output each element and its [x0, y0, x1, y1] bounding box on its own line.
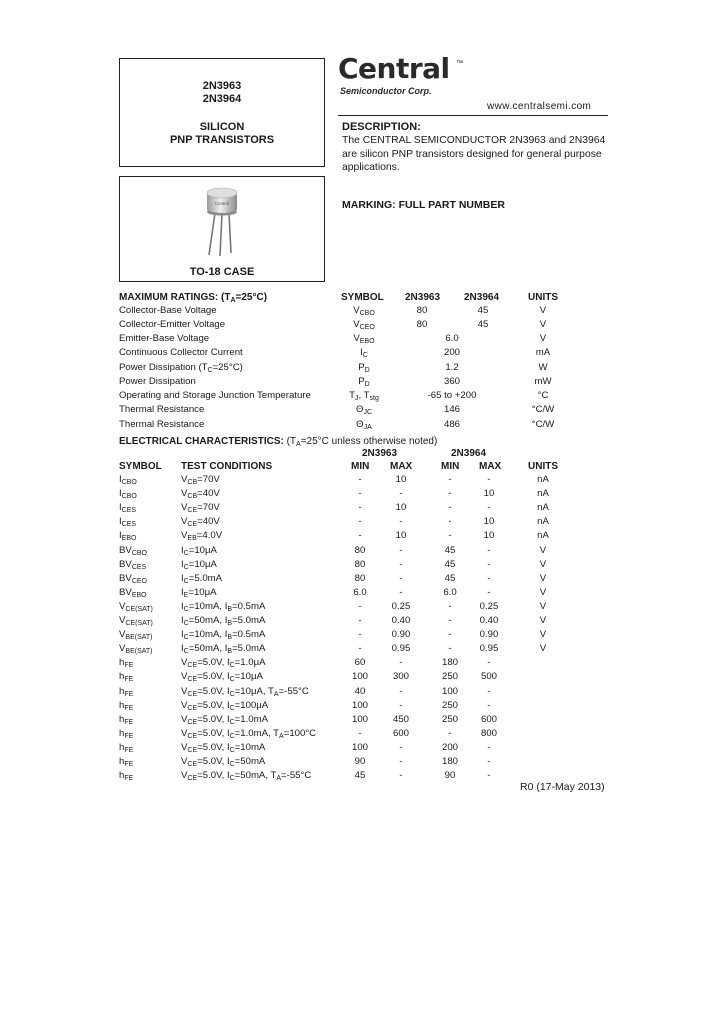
min-2n3963-cell: - — [358, 629, 362, 641]
symbol-cell: $V_{BE(SAT)}$ — [119, 629, 153, 642]
website-link[interactable]: www.centralsemi.com — [487, 101, 592, 112]
parameter-cell: Power Dissipation — [119, 376, 196, 387]
unit-cell: °C — [537, 390, 549, 401]
max-2n3964-cell: - — [487, 558, 491, 570]
symbol-cell: $V_{CEO}$ — [353, 319, 375, 331]
case-label: TO-18 CASE — [189, 266, 255, 278]
test-conditions-cell: $I_C=50mA$, $I_B=5.0mA$ — [181, 615, 266, 627]
max-2n3963-cell: - — [399, 741, 403, 753]
min-2n3964-cell: - — [448, 530, 452, 542]
elec-row — [0, 642, 720, 656]
value-cell: 1.2 — [445, 362, 459, 373]
unit-cell: nA — [537, 516, 549, 528]
unit-cell: nA — [537, 474, 549, 485]
value-cell: 6.0 — [445, 333, 459, 344]
max-ratings-row — [0, 375, 720, 389]
min-2n3964-cell: - — [448, 474, 452, 485]
test-conditions-cell: $V_{CB}=40V$ — [181, 488, 220, 501]
min-2n3964-cell: - — [448, 629, 452, 641]
unit-cell: nA — [537, 488, 549, 500]
max-2n3964-cell: - — [487, 474, 491, 485]
min-2n3964-cell: - — [448, 615, 452, 626]
min-2n3964-cell: - — [448, 727, 452, 739]
elec-test-header: TEST CONDITIONS — [181, 461, 273, 472]
unit-cell: V — [539, 615, 547, 626]
test-conditions-cell: $I_C=10mA$, $I_B=0.5mA$ — [181, 629, 266, 642]
parameter-cell: Power Dissipation $(T_C=25^\circ C)$ — [119, 362, 243, 374]
device-type: PNP TRANSISTORS — [169, 134, 275, 146]
header-divider — [338, 115, 608, 116]
symbol-cell: $BV_{EBO}$ — [119, 586, 147, 599]
elec-row — [0, 558, 720, 572]
central-logo — [338, 52, 468, 100]
elec-row — [0, 628, 720, 642]
min-2n3964-cell: - — [448, 516, 452, 528]
symbol-cell: $V_{CE(SAT)}$ — [119, 600, 153, 613]
symbol-cell: $I_{EBO}$ — [119, 530, 137, 543]
symbol-cell: $V_{CE(SAT)}$ — [119, 615, 153, 627]
min-2n3964-cell: 45 — [444, 544, 456, 556]
max-2n3963-cell: - — [399, 657, 403, 669]
test-conditions-cell: $V_{CE}=5.0V$, $I_C=10\mu A$ — [181, 671, 263, 684]
max-2n3963-cell: 0.90 — [391, 629, 411, 641]
max-ratings-row — [0, 346, 720, 360]
symbol-cell: $P_D$ — [358, 362, 370, 374]
max-ratings-p1-header: 2N3963 — [405, 292, 441, 303]
marking-text: MARKING: FULL PART NUMBER — [342, 199, 505, 211]
max-2n3964-cell: - — [487, 770, 491, 782]
min-2n3964-cell: 180 — [441, 756, 458, 767]
logo-trademark: ™ — [456, 60, 463, 67]
max-2n3963-cell: - — [399, 699, 403, 711]
unit-cell: V — [539, 544, 547, 556]
min-2n3964-cell: - — [448, 600, 452, 612]
max-2n3963-cell: - — [399, 586, 403, 598]
unit-cell: nA — [537, 502, 549, 514]
test-conditions-cell: $I_C=10\mu A$ — [181, 558, 217, 571]
max-2n3964-cell: 10 — [483, 488, 495, 500]
max-ratings-row — [0, 332, 720, 346]
symbol-cell: $h_{FE}$ — [119, 756, 134, 768]
max-2n3963-cell: 0.95 — [391, 643, 411, 655]
max-2n3963-cell: 10 — [395, 474, 407, 485]
max-2n3964-cell: 500 — [480, 671, 497, 683]
symbol-cell: $h_{FE}$ — [119, 727, 134, 740]
test-conditions-cell: $V_{CE}=5.0V$, $I_C=10\mu A$, $T_A=-55^\circ C$ — [181, 685, 309, 698]
min-2n3963-cell: 100 — [351, 671, 368, 683]
min-2n3964-cell: 250 — [441, 699, 458, 711]
symbol-cell: $P_D$ — [358, 376, 370, 388]
min-2n3964-cell: 100 — [441, 685, 458, 697]
elec-row — [0, 501, 720, 515]
min-2n3963-cell: 100 — [351, 713, 368, 725]
min-2n3963-cell: 90 — [354, 756, 366, 767]
test-conditions-cell: $V_{CE}=40V$ — [181, 516, 220, 529]
symbol-cell: $I_{CBO}$ — [119, 474, 137, 486]
min-2n3963-cell: - — [358, 488, 362, 500]
min-2n3963-cell: - — [358, 474, 362, 485]
symbol-cell: $BV_{CEO}$ — [119, 572, 147, 585]
min-2n3964-cell: - — [448, 643, 452, 655]
elec-row — [0, 515, 720, 529]
elec-row — [0, 670, 720, 684]
value-2n3964-cell: 45 — [477, 305, 489, 316]
min-2n3963-cell: 80 — [354, 558, 366, 570]
elec-p2-header: 2N3964 — [451, 448, 487, 459]
max-2n3963-cell: 10 — [395, 502, 407, 514]
elec-min2-header: MIN — [441, 461, 460, 472]
symbol-cell: $h_{FE}$ — [119, 770, 134, 783]
elec-max1-header: MAX — [390, 461, 413, 472]
max-2n3963-cell: - — [399, 488, 403, 500]
elec-row — [0, 572, 720, 586]
part-number-1: 2N3963 — [202, 80, 242, 92]
min-2n3963-cell: 80 — [354, 544, 366, 556]
parameter-cell: Continuous Collector Current — [119, 347, 243, 358]
parameter-cell: Thermal Resistance — [119, 404, 205, 415]
elec-p1-header: 2N3963 — [362, 448, 398, 459]
max-ratings-row — [0, 318, 720, 332]
max-2n3963-cell: - — [399, 558, 403, 570]
symbol-cell: $I_C$ — [360, 347, 368, 359]
max-2n3964-cell: 0.95 — [479, 643, 499, 655]
min-2n3964-cell: - — [448, 502, 452, 514]
max-2n3964-cell: 800 — [480, 727, 497, 739]
parameter-cell: Emitter-Base Voltage — [119, 333, 210, 344]
min-2n3963-cell: 40 — [354, 685, 366, 697]
unit-cell: V — [539, 319, 547, 330]
min-2n3964-cell: 45 — [444, 558, 456, 570]
svg-text:Central: Central — [214, 201, 230, 206]
revision-label: R0 (17-May 2013) — [520, 781, 605, 793]
symbol-cell: $\Theta_{JA}$ — [356, 419, 372, 431]
min-2n3963-cell: 100 — [351, 741, 368, 753]
elec-row — [0, 741, 720, 755]
elec-row — [0, 699, 720, 713]
max-2n3963-cell: - — [399, 756, 403, 767]
part-number-box — [119, 58, 325, 167]
min-2n3963-cell: - — [358, 727, 362, 739]
test-conditions-cell: $V_{CE}=5.0V$, $I_C=1.0mA$ — [181, 713, 269, 726]
min-2n3963-cell: - — [358, 516, 362, 528]
symbol-cell: $I_{CES}$ — [119, 502, 137, 515]
min-2n3964-cell: 200 — [441, 741, 458, 753]
unit-cell: mA — [535, 347, 551, 358]
min-2n3963-cell: 60 — [354, 657, 366, 669]
test-conditions-cell: $I_C=5.0mA$ — [181, 572, 223, 585]
min-2n3964-cell: 6.0 — [443, 586, 457, 598]
symbol-cell: $h_{FE}$ — [119, 713, 134, 726]
unit-cell: V — [539, 558, 547, 570]
max-2n3964-cell: 0.90 — [479, 629, 499, 641]
max-ratings-row — [0, 361, 720, 375]
value-cell: 200 — [443, 347, 460, 358]
logo-subtitle: Semiconductor Corp. — [340, 86, 432, 96]
test-conditions-cell: $I_E=10\mu A$ — [181, 586, 217, 599]
parameter-cell: Operating and Storage Junction Temperature — [119, 390, 311, 401]
parameter-cell: Thermal Resistance — [119, 419, 205, 430]
elec-row — [0, 586, 720, 600]
symbol-cell: $BV_{CBO}$ — [119, 544, 147, 557]
min-2n3963-cell: - — [358, 600, 362, 612]
max-2n3963-cell: 600 — [392, 727, 409, 739]
min-2n3964-cell: - — [448, 488, 452, 500]
max-ratings-row — [0, 418, 720, 432]
max-ratings-units-header: UNITS — [528, 292, 558, 303]
min-2n3963-cell: - — [358, 530, 362, 542]
test-conditions-cell: $V_{CE}=70V$ — [181, 502, 220, 515]
max-2n3964-cell: - — [487, 756, 491, 767]
max-2n3964-cell: 600 — [480, 713, 497, 725]
device-material: SILICON — [199, 121, 245, 133]
max-2n3963-cell: 450 — [392, 713, 409, 725]
test-conditions-cell: $V_{EB}=4.0V$ — [181, 530, 223, 543]
min-2n3963-cell: - — [358, 615, 362, 626]
symbol-cell: $I_{CBO}$ — [119, 488, 137, 501]
max-2n3963-cell: 0.40 — [391, 615, 411, 626]
unit-cell: V — [539, 333, 547, 344]
max-2n3964-cell: 10 — [483, 530, 495, 542]
symbol-cell: $V_{EBO}$ — [353, 333, 375, 345]
unit-cell: V — [539, 629, 547, 641]
max-2n3963-cell: 0.25 — [391, 600, 411, 612]
unit-cell: V — [539, 600, 547, 612]
max-2n3964-cell: 0.40 — [479, 615, 499, 626]
min-2n3964-cell: 45 — [444, 572, 456, 584]
max-2n3963-cell: - — [399, 544, 403, 556]
elec-row — [0, 473, 720, 487]
value-2n3963-cell: 80 — [416, 305, 428, 316]
symbol-cell: $V_{CBO}$ — [353, 305, 375, 317]
test-conditions-cell: $V_{CE}=5.0V$, $I_C=1.0mA$, $T_A=100^\circ C$ — [181, 727, 317, 740]
logo-wordmark: Central — [338, 52, 450, 85]
unit-cell: V — [539, 305, 547, 316]
case-box — [119, 176, 325, 282]
symbol-cell: $h_{FE}$ — [119, 699, 134, 712]
min-2n3964-cell: 180 — [441, 657, 458, 669]
elec-max2-header: MAX — [479, 461, 502, 472]
symbol-cell: $\Theta_{JC}$ — [355, 404, 373, 416]
elec-row — [0, 600, 720, 614]
symbol-cell: $I_{CES}$ — [119, 516, 137, 529]
max-2n3964-cell: - — [487, 657, 491, 669]
test-conditions-cell: $I_C=10\mu A$ — [181, 544, 217, 557]
min-2n3964-cell: 90 — [444, 770, 456, 782]
max-ratings-symbol-header: SYMBOL — [341, 292, 384, 303]
min-2n3964-cell: 250 — [441, 671, 458, 683]
elec-title: ELECTRICAL CHARACTERISTICS: ($T_A=25^\circ C$ unless otherwise noted) — [119, 436, 438, 448]
elec-row — [0, 769, 720, 783]
parameter-cell: Collector-Emitter Voltage — [119, 319, 226, 330]
elec-row — [0, 487, 720, 501]
value-cell: -65 to +200 — [427, 390, 477, 401]
value-cell: 146 — [443, 404, 460, 415]
elec-row — [0, 727, 720, 741]
max-2n3964-cell: - — [487, 741, 491, 753]
value-2n3964-cell: 45 — [477, 319, 489, 330]
max-2n3964-cell: - — [487, 544, 491, 556]
max-2n3964-cell: 0.25 — [479, 600, 499, 612]
test-conditions-cell: $V_{CE}=5.0V$, $I_C=50mA$ — [181, 756, 266, 768]
max-2n3964-cell: 10 — [483, 516, 495, 528]
elec-row — [0, 614, 720, 628]
unit-cell: V — [539, 572, 547, 584]
test-conditions-cell: $I_C=10mA$, $I_B=0.5mA$ — [181, 600, 266, 613]
test-conditions-cell: $V_{CE}=5.0V$, $I_C=10mA$ — [181, 741, 266, 754]
unit-cell: °C/W — [531, 404, 555, 415]
elec-row — [0, 713, 720, 727]
max-ratings-row — [0, 304, 720, 318]
unit-cell: °C/W — [531, 419, 555, 430]
max-2n3963-cell: - — [399, 770, 403, 782]
max-2n3964-cell: - — [487, 685, 491, 697]
max-ratings-row — [0, 403, 720, 417]
test-conditions-cell: $V_{CB}=70V$ — [181, 474, 220, 486]
description-text: The CENTRAL SEMICONDUCTOR 2N3963 and 2N3964 are silicon PNP transistors designed for general purpose applications. — [342, 135, 606, 173]
value-2n3963-cell: 80 — [416, 319, 428, 330]
test-conditions-cell: $V_{CE}=5.0V$, $I_C=1.0\mu A$ — [181, 657, 266, 670]
max-ratings-title: MAXIMUM RATINGS: $(T_A=25^\circ C)$ — [119, 292, 268, 304]
to18-transistor-image — [198, 183, 246, 257]
max-2n3963-cell: 300 — [392, 671, 409, 683]
test-conditions-cell: $V_{CE}=5.0V$, $I_C=50mA$, $T_A=-55^\circ C$ — [181, 770, 312, 783]
elec-row — [0, 656, 720, 670]
symbol-cell: $h_{FE}$ — [119, 657, 134, 670]
value-cell: 486 — [443, 419, 460, 430]
description-title: DESCRIPTION: — [342, 121, 421, 133]
elec-row — [0, 529, 720, 543]
elec-units-header: UNITS — [528, 461, 558, 472]
test-conditions-cell: $V_{CE}=5.0V$, $I_C=100\mu A$ — [181, 699, 269, 712]
min-2n3963-cell: 80 — [354, 572, 366, 584]
min-2n3964-cell: 250 — [441, 713, 458, 725]
unit-cell: nA — [537, 530, 549, 542]
max-2n3964-cell: - — [487, 586, 491, 598]
min-2n3963-cell: 45 — [354, 770, 366, 782]
elec-symbol-header: SYMBOL — [119, 461, 162, 472]
max-2n3964-cell: - — [487, 572, 491, 584]
unit-cell: W — [538, 362, 548, 373]
unit-cell: mW — [534, 376, 552, 387]
max-ratings-row — [0, 389, 720, 403]
parameter-cell: Collector-Base Voltage — [119, 305, 217, 316]
symbol-cell: $V_{BE(SAT)}$ — [119, 643, 153, 656]
max-ratings-p2-header: 2N3964 — [464, 292, 500, 303]
elec-row — [0, 755, 720, 769]
symbol-cell: $h_{FE}$ — [119, 671, 134, 684]
max-2n3963-cell: - — [399, 516, 403, 528]
test-conditions-cell: $I_C=50mA$, $I_B=5.0mA$ — [181, 643, 266, 656]
unit-cell: V — [539, 643, 547, 655]
unit-cell: V — [539, 586, 547, 598]
max-2n3963-cell: 10 — [395, 530, 407, 542]
symbol-cell: $h_{FE}$ — [119, 741, 134, 754]
max-2n3964-cell: - — [487, 699, 491, 711]
symbol-cell: $T_J$, $T_{stg}$ — [349, 390, 379, 402]
min-2n3963-cell: - — [358, 643, 362, 655]
min-2n3963-cell: 6.0 — [353, 586, 367, 598]
symbol-cell: $BV_{CES}$ — [119, 558, 147, 571]
max-2n3964-cell: - — [487, 502, 491, 514]
min-2n3963-cell: 100 — [351, 699, 368, 711]
elec-row — [0, 544, 720, 558]
value-cell: 360 — [443, 376, 460, 387]
elec-min1-header: MIN — [351, 461, 370, 472]
symbol-cell: $h_{FE}$ — [119, 685, 134, 698]
elec-row — [0, 685, 720, 699]
max-2n3963-cell: - — [399, 685, 403, 697]
min-2n3963-cell: - — [358, 502, 362, 514]
part-number-2: 2N3964 — [202, 93, 242, 105]
max-2n3963-cell: - — [399, 572, 403, 584]
